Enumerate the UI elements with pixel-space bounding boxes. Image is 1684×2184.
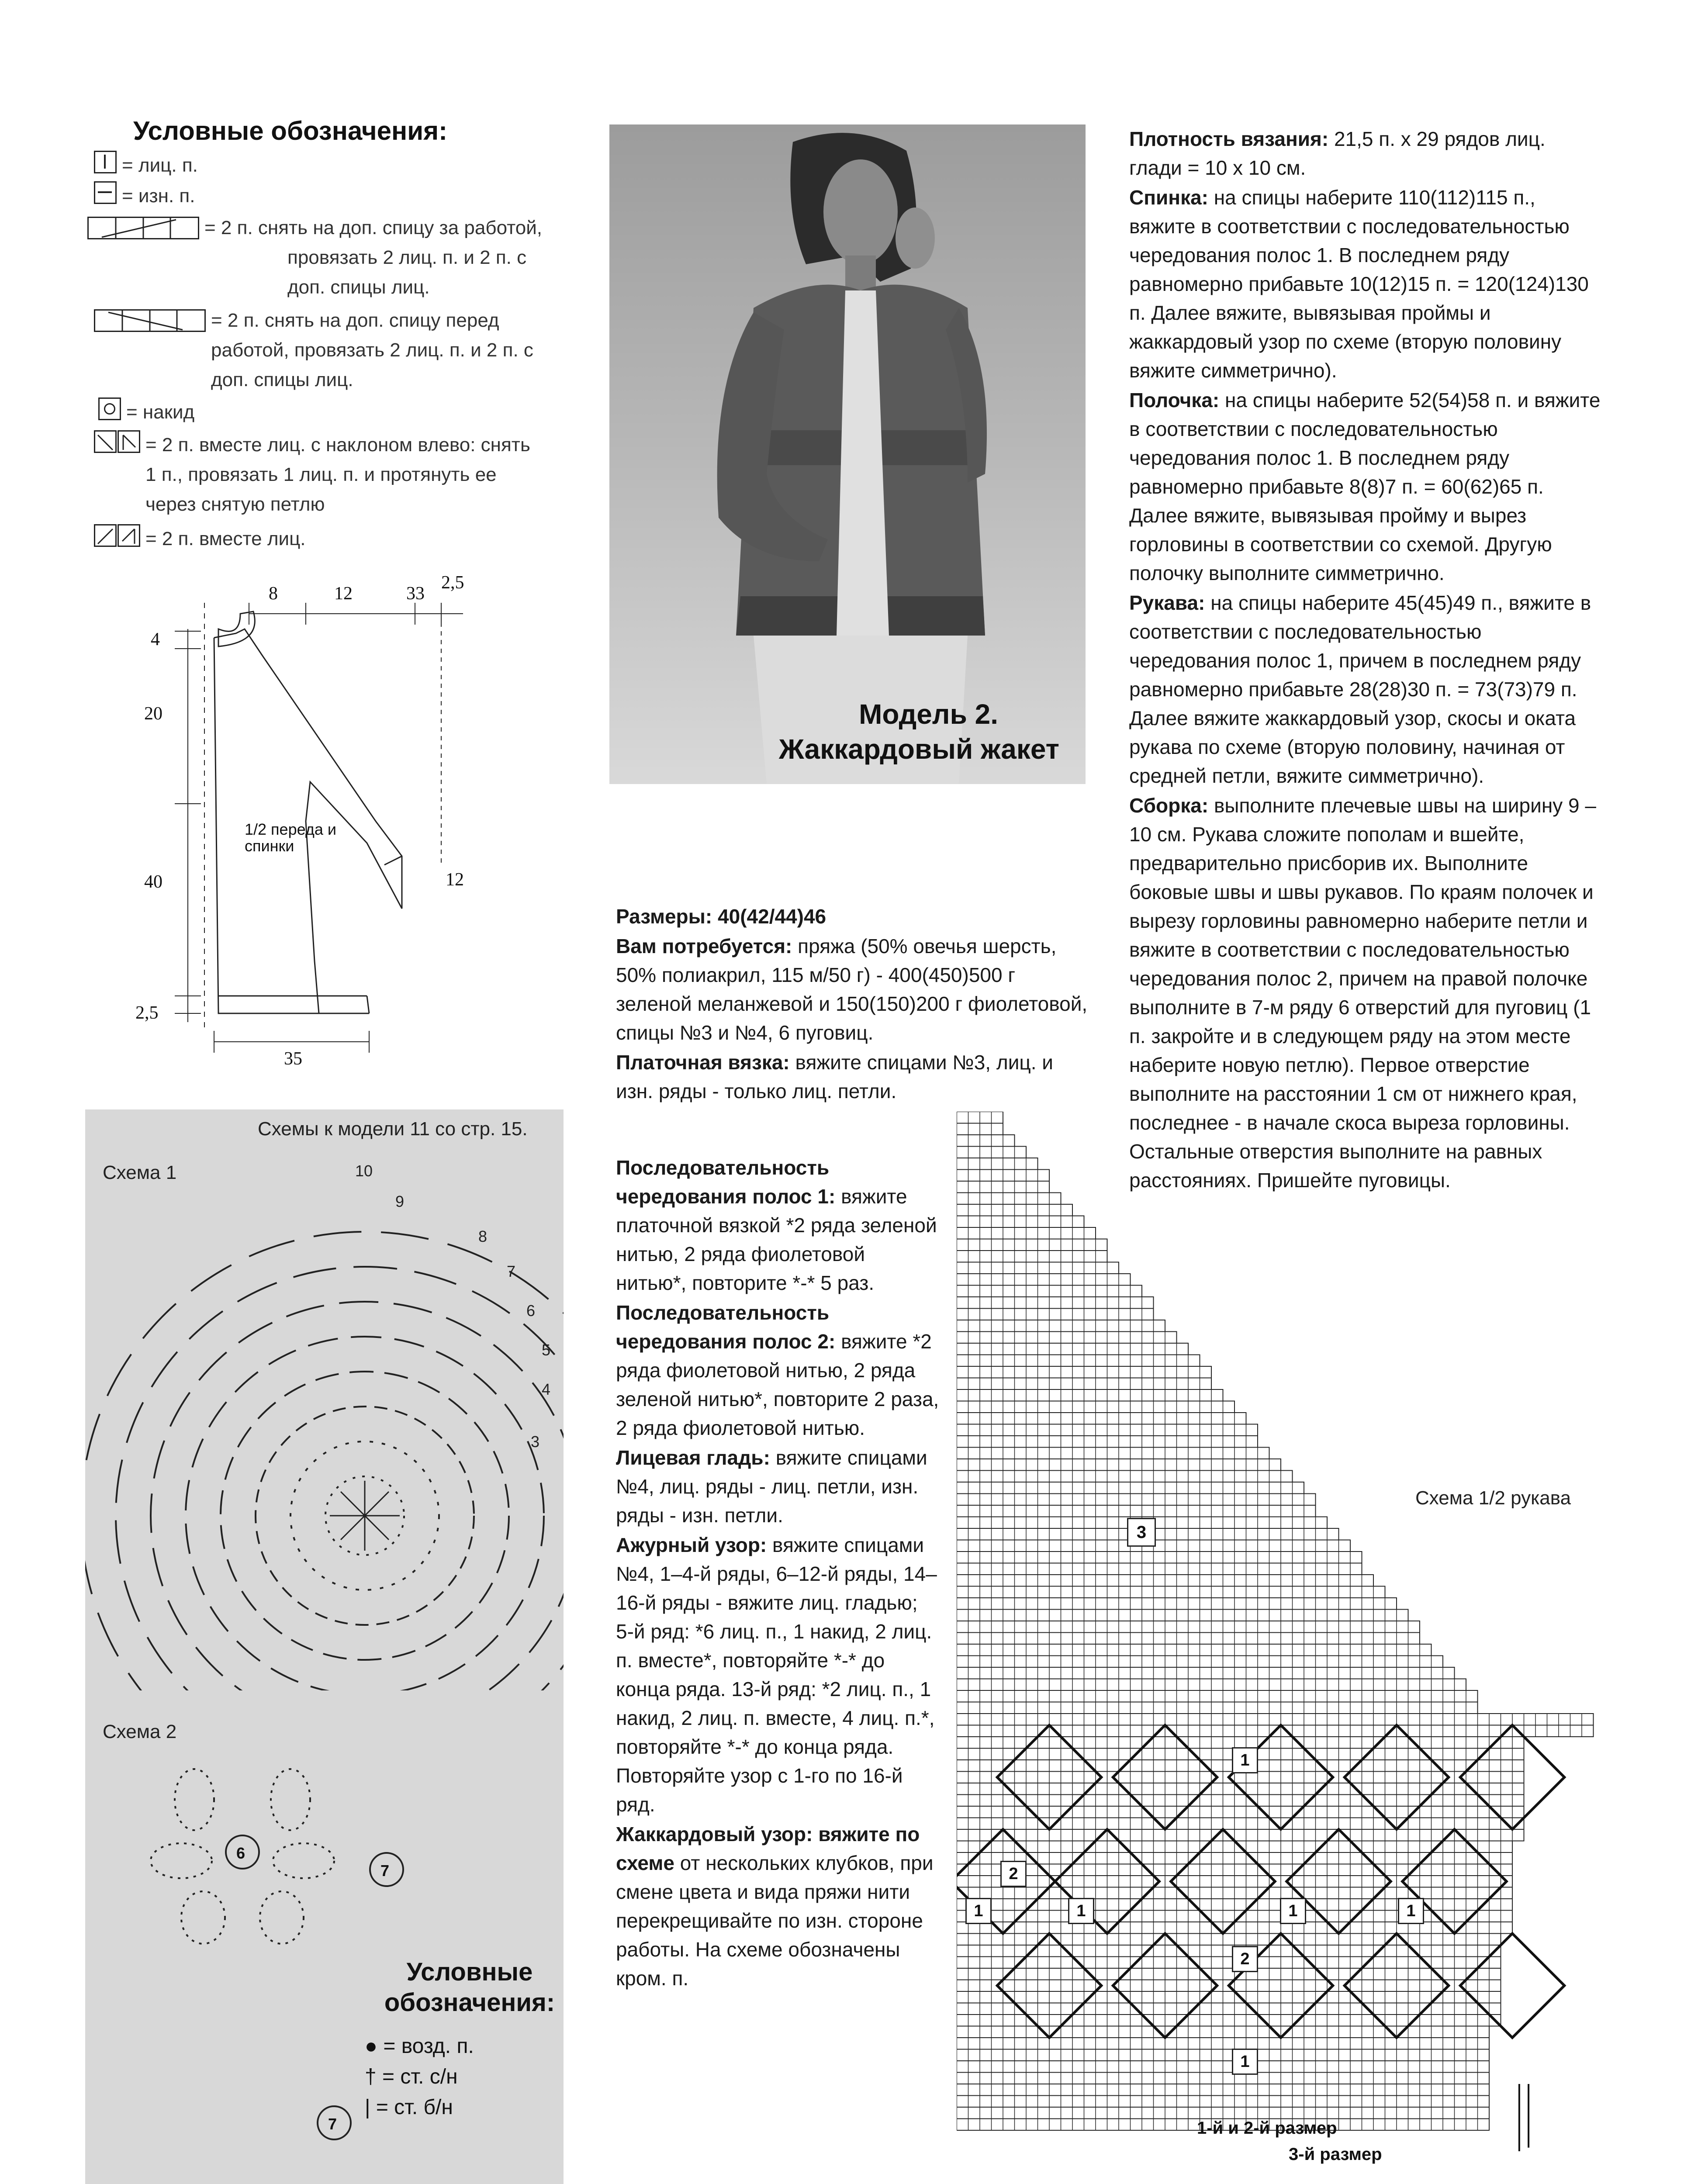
chart-zone-2a: 2 — [1000, 1861, 1027, 1887]
yarnover-symbol-icon — [98, 397, 121, 420]
chart-zone-1d: 1 — [1280, 1898, 1306, 1924]
sc-bar-icon: | — [365, 2096, 376, 2119]
cable-front-symbol-icon — [94, 309, 206, 332]
dim-left-20: 20 — [144, 704, 163, 724]
chart-zone-2b: 2 — [1232, 1946, 1258, 1972]
chart-zone-1c: 1 — [1068, 1898, 1094, 1924]
dim-top-2-5: 2,5 — [441, 573, 464, 593]
legend-item-purl: = изн. п. — [94, 181, 195, 211]
crochet-legend-title: Условные обозначения: — [384, 1958, 555, 2017]
model-photo — [609, 124, 1086, 784]
photo-caption-model: Модель 2. — [859, 698, 998, 730]
chart-zone-1a: 1 — [1232, 1747, 1258, 1773]
knit-symbol-icon — [94, 151, 117, 173]
chart-size-label-2: 3-й размер — [1289, 2145, 1382, 2164]
crochet-legend-chain: ● = возд. п. — [365, 2035, 474, 2058]
sleeve-chart-grid — [957, 1112, 1638, 2151]
ring-6: 6 — [526, 1302, 536, 1320]
schema2-label: Схема 2 — [103, 1721, 177, 1742]
dc-cross-icon: † — [365, 2065, 383, 2088]
dim-top-33: 33 — [406, 584, 425, 604]
schema1-diagram — [85, 1144, 564, 1690]
legend-item-cable-back: = 2 п. снять на доп. спицу за работой, провязать 2 лиц. п. и 2 п. с доп. спицы лиц. — [87, 213, 559, 302]
right-text-column: Плотность вязания: 21,5 п. х 29 рядов лиц. глади = 10 х 10 см. Спинка: на спицы наберите 110(112)115 п., вяжите в соответствии с последовательностью чередования полос 1. В последнем ряду равномерно прибавьте 10(12)15 п. = 120(124)130 п. Далее вяжите, вывязывая проймы и жаккардовый узор по схеме (вторую половину вяжите симметрично). Полочка: на спицы наберите 52(54)58 п. и вяжите в соответствии с последовательностью чередования полос 1. В последнем ряду равномерно прибавьте 8(8)7 п. = 60(62)65 п. Далее вяжите, вывязывая пройму и вырез горловины в соответствии со схемой. Другую полочку выполните симметрично. Рукава: на спицы наберите 45(45)49 п., вяжите в соответствии с последовательностью чередования полос 1, причем в последнем ряду равномерно прибавьте 28(28)30 п. = 73(73)79 п. Далее вяжите жаккардовый узор, скосы и оката рукава по схеме (вторую половину, начиная от средней петли, вяжите симметрично). Сборка: выполните плечевые швы на ширину 9 – 10 см. Рукава сложите пополам и вшейте, предварительно присборив их. Выполните боковые швы и швы рукавов. По краям полочек и вырезу горловины равномерно наберите петли и вяжите в соответствии с последовательностью чередования полос 2, причем на правой полочке выполните в 7-м ряду 6 отверстий для пуговиц (1 п. закройте и в следующем ряду на этом месте наберите новую петлю). Первое отверстие выполните на расстоянии 1 см от нижнего края, последнее - в начале скоса выреза горловины. Остальные отверстия выполните на равных расстояниях. Пришейте пуговицы. — [1129, 128, 1601, 1192]
dim-left-2-5: 2,5 — [135, 1003, 159, 1023]
crochet-legend-list — [365, 2031, 474, 2123]
ssk-alt-symbol-icon — [118, 430, 140, 453]
k2tog-alt-symbol-icon — [118, 524, 140, 547]
purl-symbol-icon — [94, 181, 117, 204]
chain-dot-icon: ● — [365, 2035, 384, 2058]
motif-7a: 7 — [380, 1862, 390, 1880]
middle-text-column-narrow: Последовательность чередования полос 1: вяжите платочной вязкой *2 ряда зеленой нитью, 2 ряда фиолетовой нитью*, повторите *-* 5 раз. Последовательность чередования полос 2: вяжите *2 ряда фиолетовой нитью, 2 ряда зеленой нитью*, повторите 2 раза, 2 ряда фиолетовой нитью. Лицевая гладь: вяжите спицами №4, лиц. ряды - лиц. петли, изн. ряды - изн. петли. Ажурный узор: вяжите спицами №4, 1–4-й ряды, 6–12-й ряды, 14–16-й ряды - вяжите лиц. гладью; 5-й ряд: *6 лиц. п., 1 накид, 2 лиц. п. вместе*, повторяйте *-* до конца ряда. 13-й ряд: *2 лиц. п., 1 накид, 2 лиц. п. вместе, 4 лиц. п.*, повторяйте *-* до конца ряда. Повторяйте узор с 1-го по 16-й ряд. Жаккардовый узор: вяжите по схеме от нескольких клубков, при смене цвета и вида пряжи нити перекрещивайте по изн. стороне работы. На схеме обозначены кром. п. — [616, 1156, 939, 1990]
chart-zone-1f: 1 — [1232, 2049, 1258, 2075]
dim-cuff-12: 12 — [446, 870, 464, 890]
legend-item-cable-front: = 2 п. снять на доп. спицу перед работой, провязать 2 лиц. п. и 2 п. с доп. спицы лиц. — [94, 306, 559, 395]
ssk-symbol-icon — [94, 430, 117, 453]
ring-10: 10 — [355, 1162, 373, 1180]
legend-item-ssk: = 2 п. вместе лиц. с наклоном влево: снять 1 п., провязать 1 лиц. п. и протянуть ее через снятую петлю — [94, 430, 531, 519]
legend-item-yarnover: = накид — [98, 397, 194, 427]
chart-size-label-1: 1-й и 2-й размер — [1197, 2118, 1337, 2138]
dim-left-40: 40 — [144, 872, 163, 892]
chart-zone-1b: 1 — [965, 1898, 992, 1924]
ring-4: 4 — [542, 1380, 551, 1398]
ring-3: 3 — [531, 1433, 540, 1451]
ring-8: 8 — [478, 1227, 488, 1245]
photo-caption-title: Жаккардовый жакет — [778, 733, 1059, 765]
chart-cells — [957, 1112, 1594, 2130]
chart-zone-3: 3 — [1127, 1518, 1156, 1547]
legend-item-knit: = лиц. п. — [94, 151, 198, 180]
motif-7b: 7 — [328, 2115, 337, 2133]
legend-title: Условные обозначения: — [133, 116, 448, 145]
middle-text-column: Размеры: 40(42/44)46 Вам потребуется: пряжа (50% овечья шерсть, 50% полиакрил, 115 м/50 г) - 400(450)500 г зеленой меланжевой и 150(150)200 г фиолетовой, спицы №3 и №4, 6 пуговиц. Платочная вязка: вяжите спицами №3, лиц. и изн. ряды - только лиц. петли. — [616, 905, 1088, 1102]
ring-5: 5 — [542, 1341, 551, 1359]
crochet-header: Схемы к модели 11 со стр. 15. — [258, 1118, 528, 1140]
model-figure-image — [609, 124, 1086, 784]
legend-item-k2tog: = 2 п. вместе лиц. — [94, 524, 306, 554]
ring-9: 9 — [395, 1192, 405, 1210]
k2tog-symbol-icon — [94, 524, 117, 547]
dim-bottom-35: 35 — [284, 1049, 302, 1069]
dim-top-8: 8 — [269, 584, 278, 604]
chart-zone-1e: 1 — [1398, 1898, 1424, 1924]
chart-title: Схема 1/2 рукава — [1415, 1487, 1571, 1509]
chart-diamond-motifs — [957, 1725, 1564, 2038]
schema1-label: Схема 1 — [103, 1162, 177, 1183]
crochet-panel — [85, 1109, 564, 2184]
dim-left-4: 4 — [151, 629, 160, 650]
crochet-legend-sc: | = ст. б/н — [365, 2096, 453, 2119]
pattern-label: 1/2 переда и спинки — [245, 820, 336, 855]
dim-top-12: 12 — [334, 584, 353, 604]
crochet-legend-dc: † = ст. с/н — [365, 2065, 458, 2088]
cable-back-symbol-icon — [87, 217, 199, 239]
motif-6: 6 — [236, 1844, 246, 1862]
ring-7: 7 — [507, 1262, 516, 1280]
